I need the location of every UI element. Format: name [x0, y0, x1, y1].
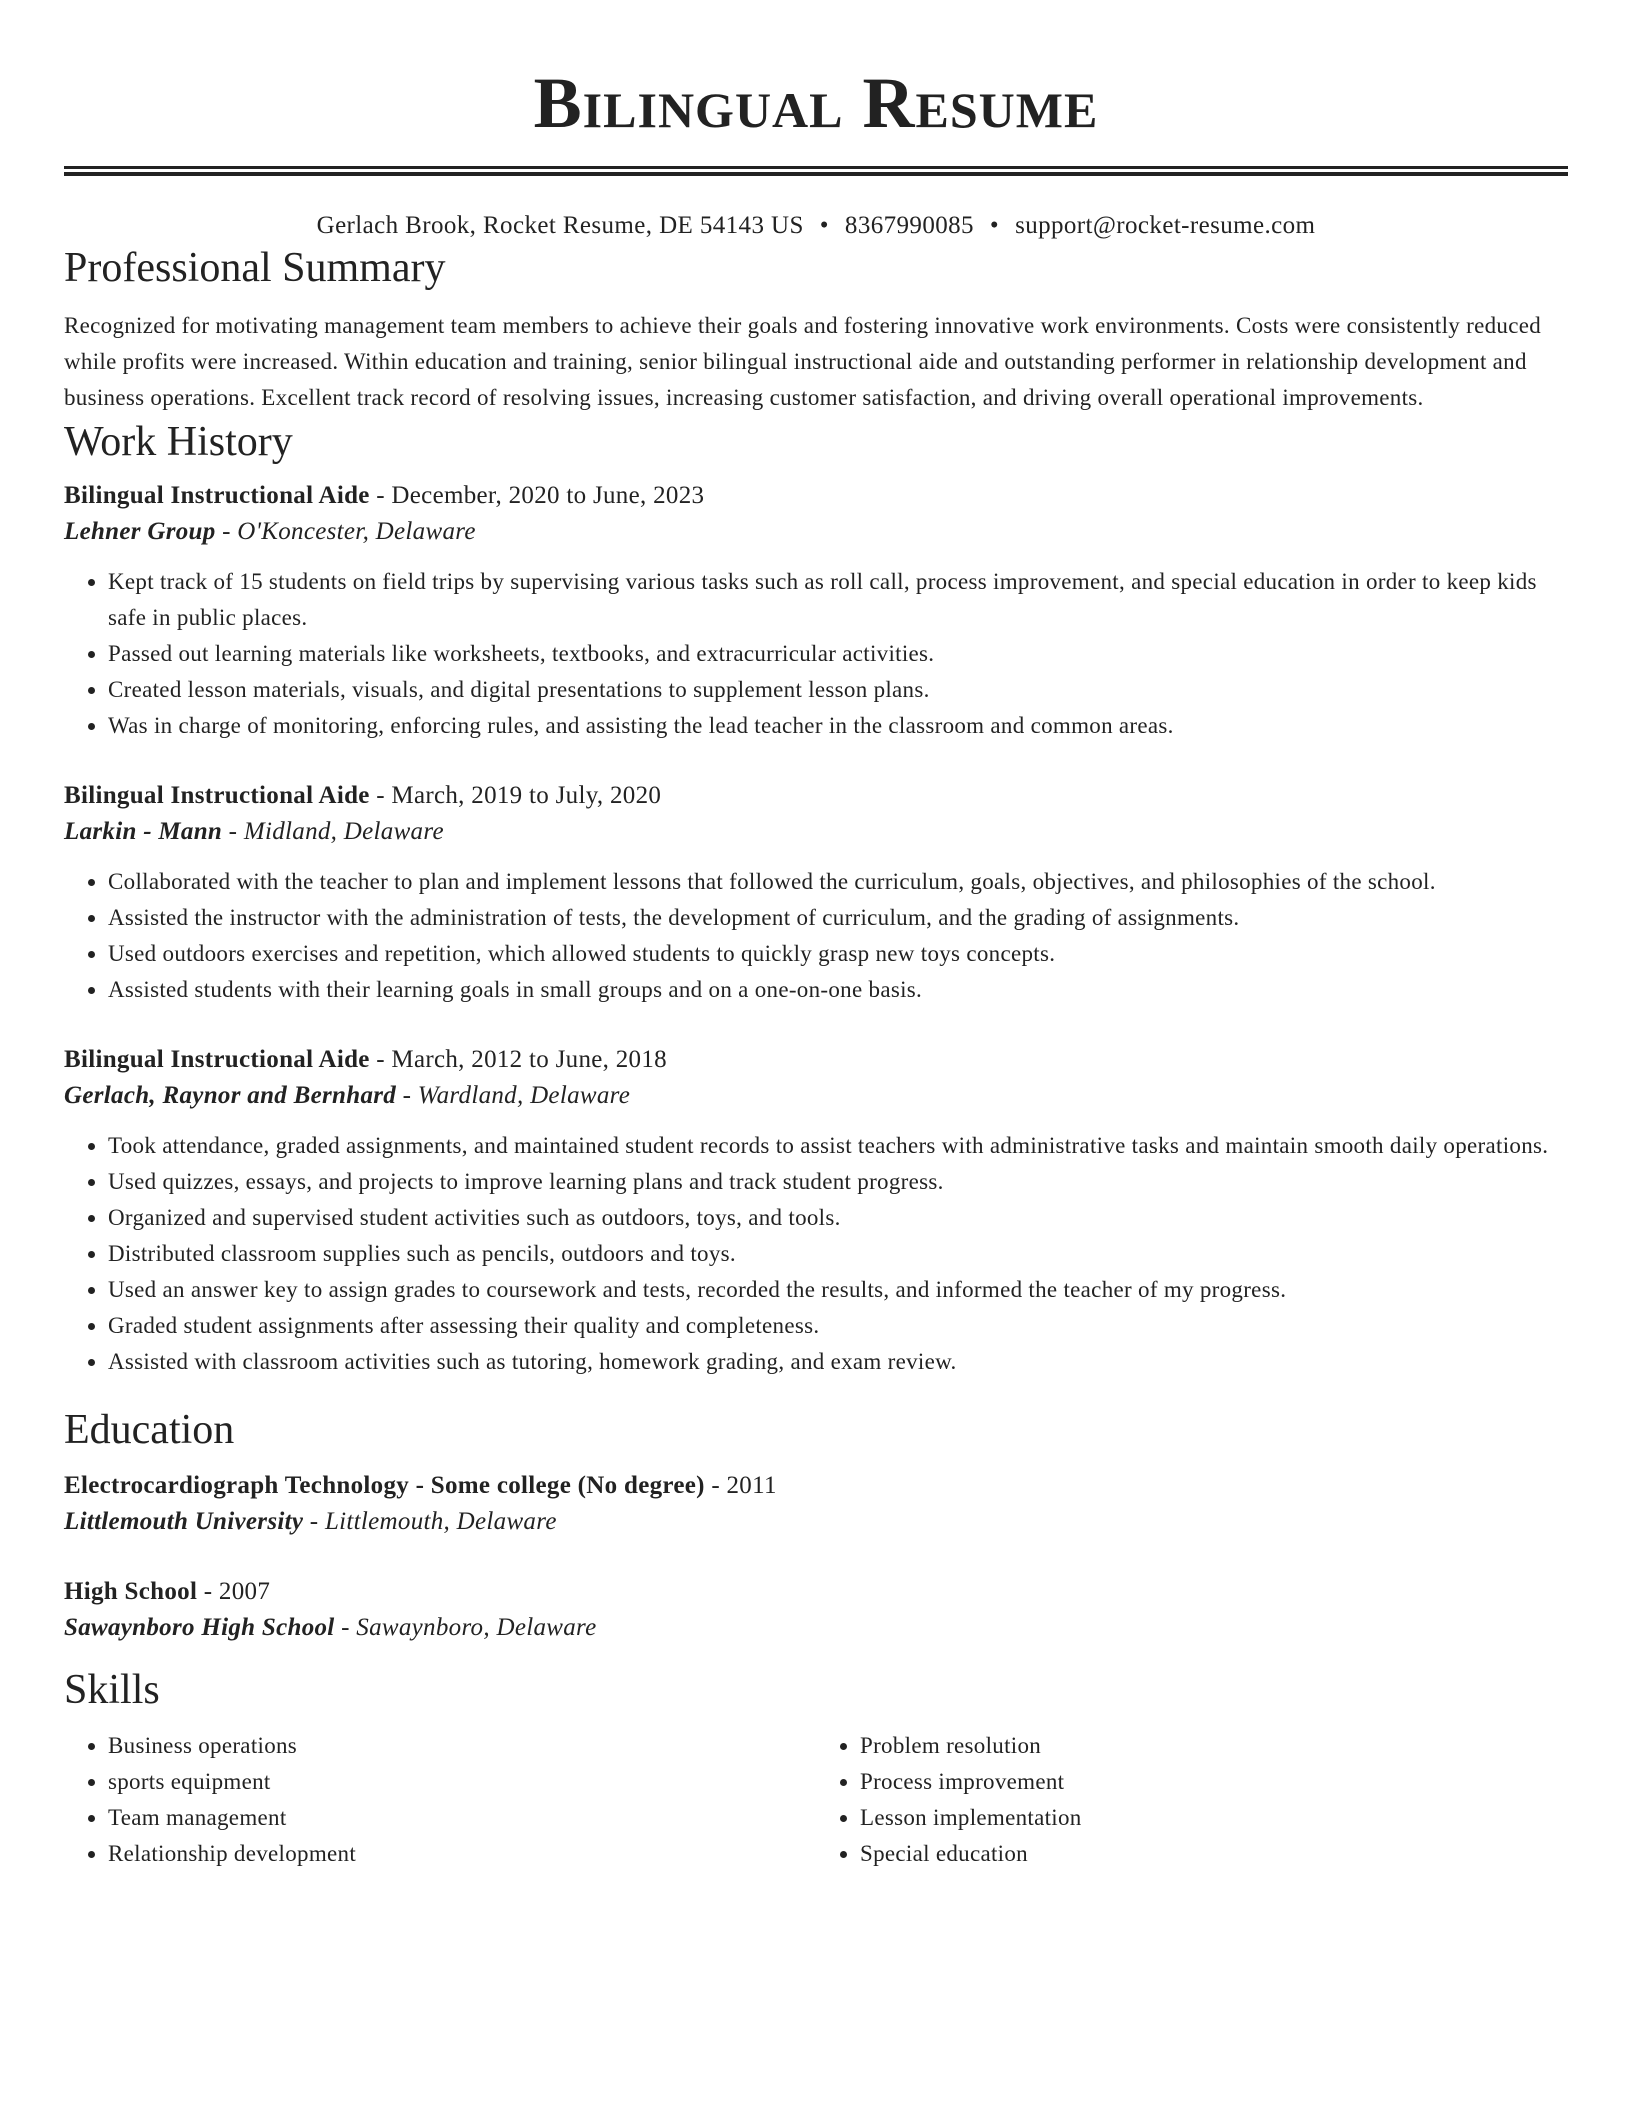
skills-column-right: [816, 1728, 1568, 1872]
job-bullet: • Assisted students with their learning goals in small groups and on a one-on-one basis.: [108, 972, 1568, 1008]
skill-item: • Problem resolution: [860, 1728, 1568, 1764]
education-year: - 2011: [704, 1472, 777, 1499]
contact-line: [64, 210, 1568, 242]
skills-column-left: [64, 1728, 816, 1872]
skill-item: • Team management: [108, 1800, 816, 1836]
job-title-line: [64, 478, 1568, 514]
job-location: - Wardland, Delaware: [396, 1082, 631, 1109]
skill-item: • Business operations: [108, 1728, 816, 1764]
job-entry: [64, 1042, 1568, 1380]
skills-list: [64, 1728, 816, 1872]
job-bullet: • Distributed classroom supplies such as pencils, outdoors and toys.: [108, 1236, 1568, 1272]
job-bullet: • Created lesson materials, visuals, and digital presentations to supplement lesson plans.: [108, 672, 1568, 708]
job-role: Bilingual Instructional Aide: [64, 1046, 370, 1073]
job-title-line: [64, 1042, 1568, 1078]
skill-item: • sports equipment: [108, 1764, 816, 1800]
skills-grid: [64, 1728, 1568, 1872]
contact-separator: •: [989, 212, 1000, 239]
skills-heading: Skills: [64, 1667, 160, 1713]
education-degree: Electrocardiograph Technology - Some college (No degree): [64, 1472, 705, 1499]
education-degree-line: [64, 1574, 1568, 1610]
skill-item: • Process improvement: [860, 1764, 1568, 1800]
job-company: Larkin - Mann: [64, 818, 223, 845]
education-school-line: [64, 1504, 1568, 1540]
job-company: Gerlach, Raynor and Bernhard: [64, 1082, 397, 1109]
job-bullet: • Passed out learning materials like worksheets, textbooks, and extracurricular activities.: [108, 636, 1568, 672]
education-entry: [64, 1574, 1568, 1646]
job-dates: - December, 2020 to June, 2023: [369, 482, 705, 509]
summary-text: Recognized for motivating management team members to achieve their goals and fostering innovative work environments. Costs were consistently reduced while profits were increased. Within education and training, senior bilingual instructional aide and outstanding performer in relationship development and business operations. Excellent track record of resolving issues, increasing customer satisfaction, and driving overall operational improvements.: [64, 313, 1542, 410]
job-bullet: • Collaborated with the teacher to plan and implement lessons that followed the curriculum, goals, objectives, and philosophies of the school.: [108, 864, 1568, 900]
job-location: - Midland, Delaware: [222, 818, 444, 845]
contact-address: Gerlach Brook, Rocket Resume, DE 54143 US: [316, 212, 804, 239]
job-title-line: [64, 778, 1568, 814]
education-degree: High School: [64, 1578, 198, 1605]
education-school: Littlemouth University: [64, 1508, 304, 1535]
skill-item: • Lesson implementation: [860, 1800, 1568, 1836]
job-company-line: [64, 1078, 1568, 1114]
job-entry: [64, 778, 1568, 1008]
education-heading: Education: [64, 1407, 235, 1453]
job-role: Bilingual Instructional Aide: [64, 482, 370, 509]
education-location: - Sawaynboro, Delaware: [334, 1614, 597, 1641]
resume-title: Bilingual Resume: [533, 63, 1099, 143]
skill-item: • Relationship development: [108, 1836, 816, 1872]
job-company-line: [64, 814, 1568, 850]
job-bullets: [64, 564, 1568, 744]
job-company: Lehner Group: [64, 518, 216, 545]
job-bullet: • Assisted the instructor with the administration of tests, the development of curriculum, and the grading of assignments.: [108, 900, 1568, 936]
job-bullets: [64, 1128, 1568, 1380]
job-company-line: [64, 514, 1568, 550]
job-bullet: • Organized and supervised student activities such as outdoors, toys, and tools.: [108, 1200, 1568, 1236]
contact-separator: •: [819, 212, 829, 239]
job-bullet: • Assisted with classroom activities such as tutoring, homework grading, and exam review.: [108, 1344, 1568, 1380]
job-bullet: • Graded student assignments after assessing their quality and completeness.: [108, 1308, 1568, 1344]
job-location: - O'Koncester, Delaware: [215, 518, 476, 545]
education-school-line: [64, 1610, 1568, 1646]
skills-list: [816, 1728, 1568, 1872]
job-bullet: • Took attendance, graded assignments, and maintained student records to assist teachers with administrative tasks and maintain smooth daily operations.: [108, 1128, 1568, 1164]
contact-email: support@rocket-resume.com: [1015, 212, 1316, 239]
work-history-heading: Work History: [64, 419, 293, 465]
title-divider: [64, 166, 1568, 176]
education-school: Sawaynboro High School: [64, 1614, 335, 1641]
job-bullet: • Used an answer key to assign grades to coursework and tests, recorded the results, and informed the teacher of my progress.: [108, 1272, 1568, 1308]
job-dates: - March, 2012 to June, 2018: [369, 1046, 667, 1073]
job-entry: [64, 478, 1568, 744]
contact-phone: 8367990085: [844, 212, 974, 239]
job-bullet: • Was in charge of monitoring, enforcing rules, and assisting the lead teacher in the classroom and common areas.: [108, 708, 1568, 744]
skill-item: • Special education: [860, 1836, 1568, 1872]
job-dates: - March, 2019 to July, 2020: [369, 782, 662, 809]
job-bullet: • Used quizzes, essays, and projects to improve learning plans and track student progress.: [108, 1164, 1568, 1200]
summary-heading: Professional Summary: [64, 245, 446, 291]
education-location: - Littlemouth, Delaware: [303, 1508, 557, 1535]
job-bullet: • Kept track of 15 students on field trips by supervising various tasks such as roll call, process improvement, and special education in order to keep kids safe in public places.: [108, 564, 1568, 636]
education-degree-line: [64, 1468, 1568, 1504]
job-bullets: [64, 864, 1568, 1008]
education-year: - 2007: [197, 1578, 271, 1605]
job-bullet: • Used outdoors exercises and repetition, which allowed students to quickly grasp new toys concepts.: [108, 936, 1568, 972]
job-role: Bilingual Instructional Aide: [64, 782, 370, 809]
education-entry: [64, 1468, 1568, 1540]
